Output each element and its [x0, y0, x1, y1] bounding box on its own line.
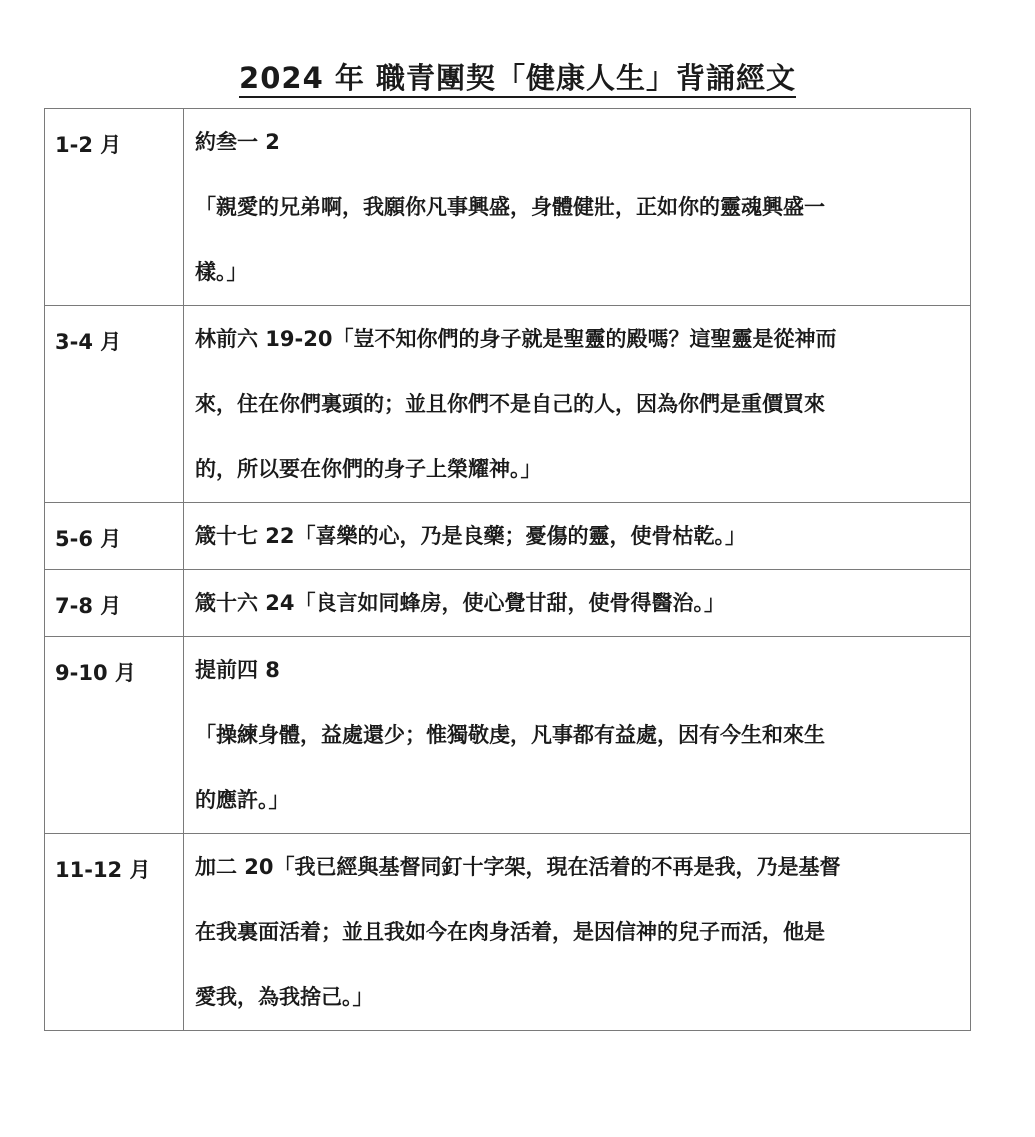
month-cell: 5-6 月 — [45, 503, 184, 570]
table-row-jul-aug — [45, 570, 971, 637]
verse-cell — [184, 834, 971, 1031]
verse-cell — [184, 109, 971, 306]
verse-text-line: 愛我，為我捨己。」 — [195, 985, 374, 1009]
verse-cell — [184, 306, 971, 503]
verse-table — [44, 108, 971, 1031]
verse-text-line: 「親愛的兄弟啊，我願你凡事興盛，身體健壯，正如你的靈魂興盛一 — [195, 195, 825, 219]
page-title — [0, 56, 1035, 97]
verse-cell — [184, 503, 971, 570]
verse-text-line: 來，住在你們裏頭的；並且你們不是自己的人，因為你們是重價買來 — [195, 392, 825, 416]
month-cell: 3-4 月 — [45, 306, 184, 503]
verse-text-line: 在我裏面活着；並且我如今在肉身活着，是因信神的兒子而活，他是 — [195, 920, 825, 944]
month-cell: 1-2 月 — [45, 109, 184, 306]
verse-reference: 提前四 8 — [195, 658, 280, 682]
table-row-may-jun — [45, 503, 971, 570]
verse-text-line: 的應許。」 — [195, 788, 290, 812]
table-row-jan-feb — [45, 109, 971, 306]
verse-text-line: 箴十六 24「良言如同蜂房，使心覺甘甜，使骨得醫治。」 — [195, 591, 726, 615]
table-row-mar-apr — [45, 306, 971, 503]
verse-cell — [184, 637, 971, 834]
verse-text-line: 林前六 19-20「豈不知你們的身子就是聖靈的殿嗎？這聖靈是從神而 — [195, 327, 837, 351]
verse-text-line: 樣。」 — [195, 260, 248, 284]
verse-cell — [184, 570, 971, 637]
verse-text-line: 「操練身體，益處還少；惟獨敬虔，凡事都有益處，因有今生和來生 — [195, 723, 825, 747]
verse-reference: 約叁一 2 — [195, 130, 280, 154]
verse-text-line: 的，所以要在你們的身子上榮耀神。」 — [195, 457, 542, 481]
page-title-text: 2024 年 職青團契「健康人生」背誦經文 — [239, 61, 796, 98]
verse-text-line: 箴十七 22「喜樂的心，乃是良藥；憂傷的靈，使骨枯乾。」 — [195, 524, 747, 548]
month-cell: 9-10 月 — [45, 637, 184, 834]
month-cell: 7-8 月 — [45, 570, 184, 637]
month-cell: 11-12 月 — [45, 834, 184, 1031]
table-row-nov-dec — [45, 834, 971, 1031]
verse-text-line: 加二 20「我已經與基督同釘十字架，現在活着的不再是我，乃是基督 — [195, 855, 841, 879]
table-row-sep-oct — [45, 637, 971, 834]
